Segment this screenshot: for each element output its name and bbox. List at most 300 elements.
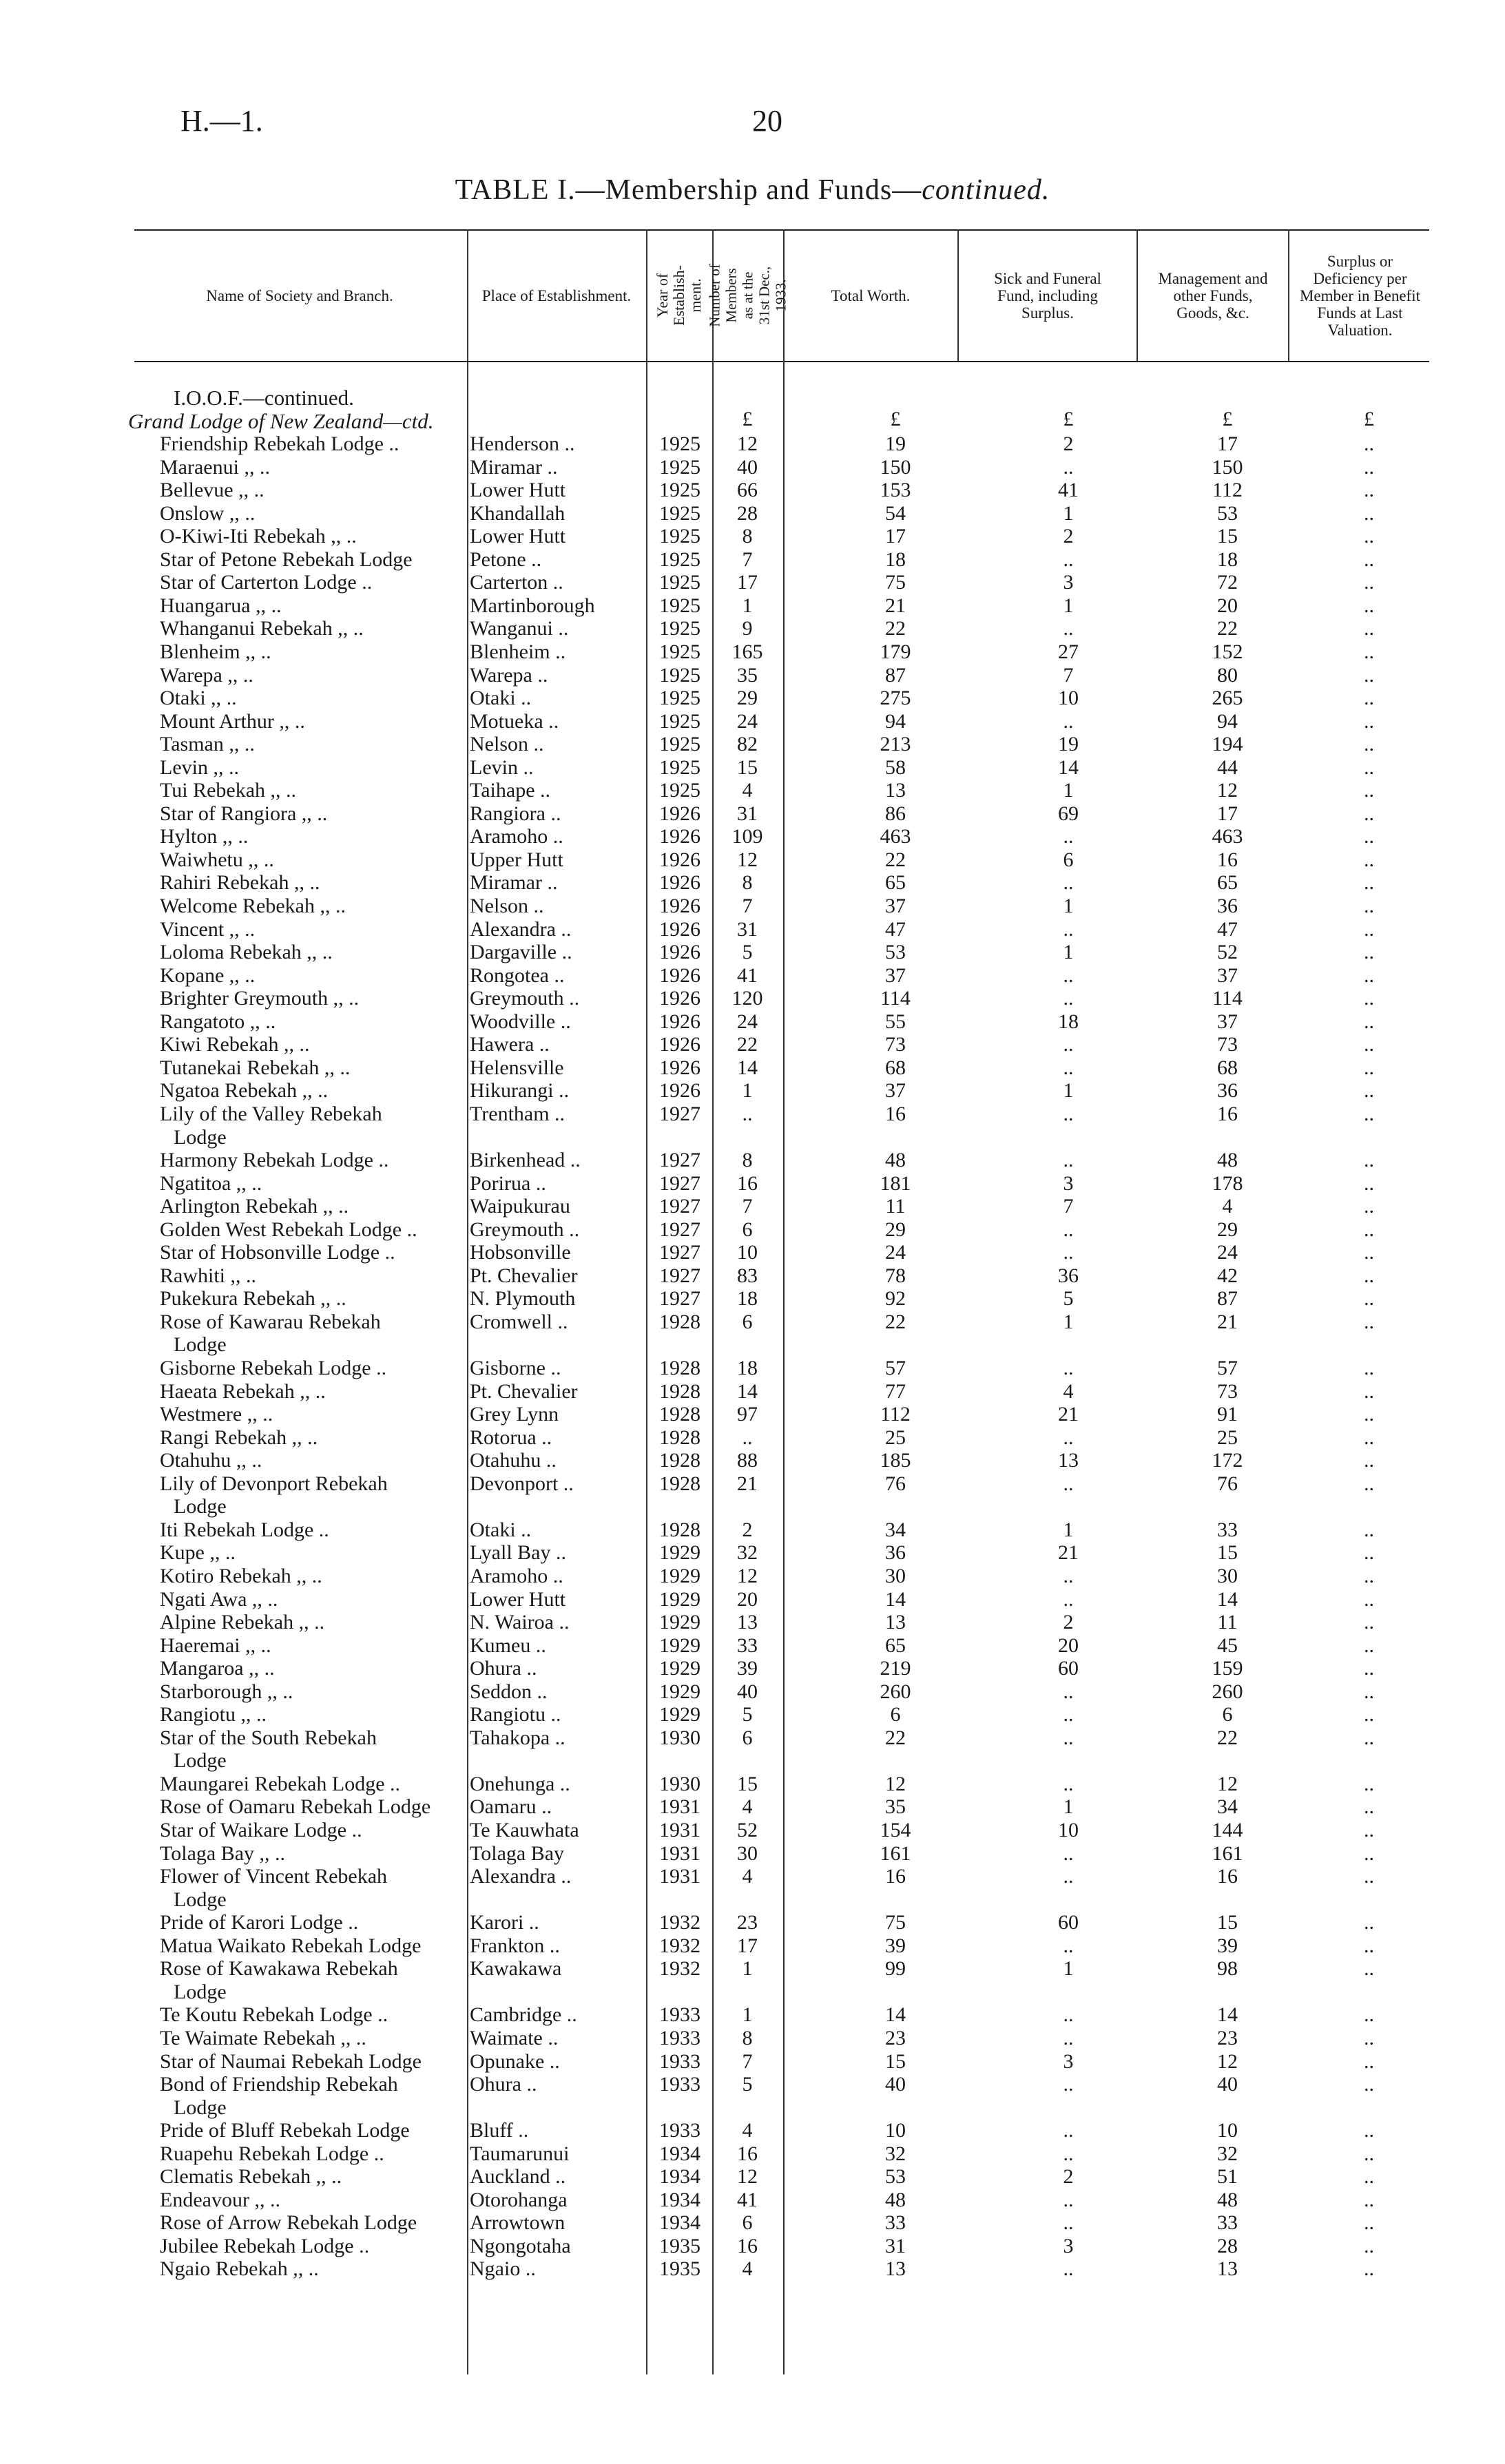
year-established: 1925: [659, 663, 700, 687]
table-row: [0, 918, 1505, 941]
total-worth: 153: [880, 479, 911, 502]
total-worth: 22: [885, 617, 906, 640]
surplus-deficiency: ..: [1364, 1841, 1374, 1865]
header-rule-bottom: [134, 361, 1429, 362]
sick-funeral-fund: 13: [1058, 1449, 1079, 1472]
surplus-deficiency: ..: [1364, 1865, 1374, 1888]
branch-name: Lodge: [174, 1125, 227, 1149]
sick-funeral-fund: 1: [1063, 895, 1074, 917]
member-count: 35: [737, 663, 758, 687]
sick-funeral-fund: 20: [1058, 1633, 1079, 1657]
total-worth: 21: [885, 594, 906, 617]
sick-funeral-fund: 2: [1063, 2165, 1074, 2189]
management-funds: 37: [1217, 963, 1238, 987]
sick-funeral-fund: ..: [1063, 1841, 1074, 1865]
surplus-deficiency: ..: [1364, 1472, 1374, 1495]
sick-funeral-fund: ..: [1063, 2188, 1074, 2211]
surplus-deficiency: ..: [1364, 1934, 1374, 1957]
table-row: [0, 895, 1505, 918]
place-of-establishment: Levin ..: [470, 755, 534, 779]
table-row: [0, 1888, 1505, 1912]
table-row: [0, 2165, 1505, 2189]
surplus-deficiency: ..: [1364, 1310, 1374, 1333]
header-year-text: Year of Establish-ment.: [654, 265, 704, 326]
sick-funeral-fund: 1: [1063, 1957, 1074, 1981]
year-established: 1929: [659, 1657, 700, 1680]
member-count: 1: [742, 594, 753, 617]
branch-name: Rose of Kawarau Rebekah: [160, 1310, 381, 1333]
place-of-establishment: Frankton ..: [470, 1934, 560, 1957]
branch-name: Te Koutu Rebekah Lodge ..: [160, 2003, 388, 2027]
management-funds: 17: [1217, 432, 1238, 455]
sick-funeral-fund: ..: [1063, 1934, 1074, 1957]
year-established: 1926: [659, 1079, 700, 1103]
surplus-deficiency: ..: [1364, 1264, 1374, 1287]
surplus-deficiency: ..: [1364, 1102, 1374, 1125]
year-established: 1926: [659, 963, 700, 987]
year-established: 1933: [659, 2003, 700, 2027]
surplus-deficiency: ..: [1364, 1079, 1374, 1103]
total-worth: 73: [885, 1033, 906, 1056]
place-of-establishment: Waipukurau: [470, 1195, 570, 1218]
member-count: 18: [737, 1287, 758, 1311]
surplus-deficiency: ..: [1364, 848, 1374, 871]
branch-name: Vincent ,, ..: [160, 917, 256, 941]
table-row: [0, 1911, 1505, 1934]
management-funds: 29: [1217, 1218, 1238, 1241]
table-row: [0, 571, 1505, 594]
member-count: 41: [737, 963, 758, 987]
place-of-establishment: Wanganui ..: [470, 617, 569, 640]
table-row: [0, 1472, 1505, 1496]
member-count: 5: [742, 941, 753, 964]
year-established: 1926: [659, 802, 700, 825]
branch-name: Lodge: [174, 1980, 227, 2003]
branch-name: Warepa ,, ..: [160, 663, 253, 687]
sick-funeral-fund: 36: [1058, 1264, 1079, 1287]
management-funds: 34: [1217, 1795, 1238, 1819]
management-funds: 144: [1212, 1819, 1243, 1841]
surplus-deficiency: ..: [1364, 1611, 1374, 1634]
table-row: [0, 2235, 1505, 2258]
total-worth: 39: [885, 1934, 906, 1957]
sick-funeral-fund: ..: [1063, 2142, 1074, 2165]
column-rule: [1288, 229, 1289, 361]
place-of-establishment: Otaki ..: [470, 1518, 532, 1541]
total-worth: 16: [885, 1102, 906, 1125]
member-count: 15: [737, 755, 758, 779]
branch-name: Maraenui ,, ..: [160, 455, 270, 479]
total-worth: 24: [885, 1241, 906, 1264]
place-of-establishment: Greymouth ..: [470, 1218, 580, 1241]
management-funds: 73: [1217, 1379, 1238, 1403]
surplus-deficiency: ..: [1364, 1703, 1374, 1726]
management-funds: 22: [1217, 617, 1238, 640]
table-row: [0, 2211, 1505, 2235]
total-worth: 54: [885, 501, 906, 525]
currency-surplus: £: [1364, 408, 1374, 430]
header-place: Place of Establishment.: [481, 286, 632, 304]
currency-sick: £: [1063, 408, 1074, 430]
surplus-deficiency: ..: [1364, 1518, 1374, 1541]
branch-name: Starborough ,, ..: [160, 1680, 293, 1703]
surplus-deficiency: ..: [1364, 2188, 1374, 2211]
table-row: [0, 1195, 1505, 1218]
member-count: 39: [737, 1657, 758, 1680]
table-row: [0, 1449, 1505, 1472]
member-count: 31: [737, 802, 758, 825]
total-worth: 35: [885, 1795, 906, 1819]
branch-name: Rawhiti ,, ..: [160, 1264, 256, 1287]
sick-funeral-fund: ..: [1063, 455, 1074, 479]
surplus-deficiency: ..: [1364, 2142, 1374, 2165]
surplus-deficiency: ..: [1364, 1241, 1374, 1264]
sick-funeral-fund: ..: [1063, 1680, 1074, 1703]
member-count: 4: [742, 779, 753, 802]
management-funds: 260: [1212, 1680, 1243, 1703]
management-funds: 265: [1212, 687, 1243, 710]
year-established: 1926: [659, 825, 700, 848]
branch-name: Kiwi Rebekah ,, ..: [160, 1033, 310, 1056]
surplus-deficiency: ..: [1364, 1795, 1374, 1819]
surplus-deficiency: ..: [1364, 1726, 1374, 1749]
year-established: 1926: [659, 1056, 700, 1079]
surplus-deficiency: ..: [1364, 1403, 1374, 1426]
sick-funeral-fund: 1: [1063, 1795, 1074, 1819]
year-established: 1926: [659, 987, 700, 1010]
branch-name: Lily of the Valley Rebekah: [160, 1102, 382, 1125]
place-of-establishment: Birkenhead ..: [470, 1149, 581, 1172]
surplus-deficiency: ..: [1364, 1218, 1374, 1241]
place-of-establishment: Grey Lynn: [470, 1403, 559, 1426]
member-count: 120: [731, 987, 763, 1010]
total-worth: 161: [880, 1841, 911, 1865]
sick-funeral-fund: ..: [1063, 2257, 1074, 2281]
branch-name: Otaki ,, ..: [160, 687, 237, 710]
year-established: 1934: [659, 2142, 700, 2165]
year-established: 1925: [659, 525, 700, 548]
table-row: [0, 1565, 1505, 1588]
branch-name: Ruapehu Rebekah Lodge ..: [160, 2142, 384, 2165]
branch-name: Mount Arthur ,, ..: [160, 709, 305, 733]
total-worth: 92: [885, 1287, 906, 1311]
table-row: [0, 1773, 1505, 1796]
year-established: 1927: [659, 1195, 700, 1218]
management-funds: 73: [1217, 1033, 1238, 1056]
sick-funeral-fund: 10: [1058, 1819, 1079, 1841]
place-of-establishment: Nelson ..: [470, 733, 544, 756]
table-row: [0, 1495, 1505, 1518]
branch-name: Lodge: [174, 1888, 227, 1911]
place-of-establishment: Ngaio ..: [470, 2257, 536, 2281]
member-count: 5: [742, 2073, 753, 2096]
member-count: 16: [737, 1171, 758, 1195]
management-funds: 24: [1217, 1241, 1238, 1264]
member-count: 10: [737, 1241, 758, 1264]
branch-name: Brighter Greymouth ,, ..: [160, 987, 360, 1010]
table-row: [0, 1172, 1505, 1196]
year-established: 1926: [659, 895, 700, 917]
surplus-deficiency: ..: [1364, 501, 1374, 525]
member-count: 16: [737, 2142, 758, 2165]
branch-name: Star of the South Rebekah: [160, 1726, 377, 1749]
table-row: [0, 1957, 1505, 1981]
year-established: 1925: [659, 709, 700, 733]
member-count: 32: [737, 1541, 758, 1565]
management-funds: 114: [1212, 987, 1243, 1010]
sick-funeral-fund: ..: [1063, 1056, 1074, 1079]
place-of-establishment: Motueka ..: [470, 709, 559, 733]
table-row: [0, 1588, 1505, 1611]
table-row: [0, 1149, 1505, 1172]
sick-funeral-fund: ..: [1063, 1426, 1074, 1449]
member-count: 33: [737, 1633, 758, 1657]
management-funds: 152: [1212, 640, 1243, 663]
place-of-establishment: Nelson ..: [470, 895, 544, 917]
total-worth: 77: [885, 1379, 906, 1403]
surplus-deficiency: ..: [1364, 2257, 1374, 2281]
branch-name: Clematis Rebekah ,, ..: [160, 2165, 342, 2189]
table-row: [0, 2189, 1505, 2212]
table-row: [0, 1865, 1505, 1888]
total-worth: 55: [885, 1010, 906, 1033]
branch-name: Lodge: [174, 1333, 227, 1357]
place-of-establishment: Aramoho ..: [470, 1564, 563, 1587]
place-of-establishment: Taumarunui: [470, 2142, 570, 2165]
sick-funeral-fund: ..: [1063, 1726, 1074, 1749]
total-worth: 37: [885, 895, 906, 917]
sick-funeral-fund: 1: [1063, 1079, 1074, 1103]
year-established: 1925: [659, 755, 700, 779]
year-established: 1930: [659, 1726, 700, 1749]
total-worth: 13: [885, 2257, 906, 2281]
total-worth: 181: [880, 1171, 911, 1195]
branch-name: Star of Petone Rebekah Lodge: [160, 547, 413, 571]
surplus-deficiency: ..: [1364, 1819, 1374, 1841]
branch-name: Otahuhu ,, ..: [160, 1449, 262, 1472]
surplus-deficiency: ..: [1364, 2049, 1374, 2073]
sick-funeral-fund: 1: [1063, 941, 1074, 964]
member-count: 40: [737, 1680, 758, 1703]
year-established: 1927: [659, 1287, 700, 1311]
member-count: 83: [737, 1264, 758, 1287]
management-funds: 16: [1217, 1102, 1238, 1125]
table-row: [0, 733, 1505, 756]
year-established: 1925: [659, 640, 700, 663]
year-established: 1928: [659, 1518, 700, 1541]
branch-name: Star of Rangiora ,, ..: [160, 802, 328, 825]
year-established: 1934: [659, 2211, 700, 2235]
year-established: 1926: [659, 1010, 700, 1033]
sick-funeral-fund: 21: [1058, 1541, 1079, 1565]
table-row: [0, 1749, 1505, 1773]
table-row: [0, 1934, 1505, 1958]
total-worth: 18: [885, 547, 906, 571]
management-funds: 57: [1217, 1357, 1238, 1379]
total-worth: 14: [885, 1587, 906, 1611]
branch-name: Bond of Friendship Rebekah: [160, 2073, 398, 2096]
place-of-establishment: Carterton ..: [470, 571, 563, 594]
year-established: 1927: [659, 1264, 700, 1287]
branch-name: Star of Hobsonville Lodge ..: [160, 1241, 395, 1264]
surplus-deficiency: ..: [1364, 1426, 1374, 1449]
branch-name: Blenheim ,, ..: [160, 640, 271, 663]
place-of-establishment: Upper Hutt: [470, 848, 563, 871]
table-row: [0, 1103, 1505, 1126]
surplus-deficiency: ..: [1364, 1195, 1374, 1218]
surplus-deficiency: ..: [1364, 941, 1374, 964]
place-of-establishment: Rotorua ..: [470, 1426, 552, 1449]
year-established: 1926: [659, 917, 700, 941]
sick-funeral-fund: ..: [1063, 871, 1074, 895]
management-funds: 52: [1217, 941, 1238, 964]
management-funds: 172: [1212, 1449, 1243, 1472]
total-worth: 6: [890, 1703, 901, 1726]
management-funds: 15: [1217, 525, 1238, 548]
table-row: [0, 1518, 1505, 1542]
management-funds: 40: [1217, 2073, 1238, 2096]
branch-name: Levin ,, ..: [160, 755, 239, 779]
management-funds: 22: [1217, 1726, 1238, 1749]
year-established: 1933: [659, 2026, 700, 2049]
sick-funeral-fund: ..: [1063, 1587, 1074, 1611]
table-row: [0, 2003, 1505, 2027]
member-count: 8: [742, 525, 753, 548]
table-row: [0, 1426, 1505, 1450]
management-funds: 76: [1217, 1472, 1238, 1495]
total-worth: 37: [885, 1079, 906, 1103]
member-count: 18: [737, 1357, 758, 1379]
year-established: 1925: [659, 733, 700, 756]
table-row: [0, 1126, 1505, 1149]
table-row: [0, 2050, 1505, 2074]
table-row: [0, 1079, 1505, 1103]
management-funds: 12: [1217, 779, 1238, 802]
table-row: [0, 1611, 1505, 1634]
branch-name: Hylton ,, ..: [160, 825, 249, 848]
sick-funeral-fund: ..: [1063, 709, 1074, 733]
place-of-establishment: Auckland ..: [470, 2165, 566, 2189]
member-count: 52: [737, 1819, 758, 1841]
place-of-establishment: Gisborne ..: [470, 1357, 561, 1379]
year-established: 1925: [659, 479, 700, 502]
surplus-deficiency: ..: [1364, 917, 1374, 941]
table-row: [0, 1634, 1505, 1658]
place-of-establishment: Cromwell ..: [470, 1310, 568, 1333]
year-established: 1925: [659, 594, 700, 617]
total-worth: 68: [885, 1056, 906, 1079]
place-of-establishment: Blenheim ..: [470, 640, 566, 663]
sick-funeral-fund: ..: [1063, 547, 1074, 571]
management-funds: 42: [1217, 1264, 1238, 1287]
year-established: 1925: [659, 547, 700, 571]
total-worth: 86: [885, 802, 906, 825]
surplus-deficiency: ..: [1364, 571, 1374, 594]
member-count: ..: [742, 1102, 753, 1125]
branch-name: Rangiotu ,, ..: [160, 1703, 267, 1726]
surplus-deficiency: ..: [1364, 1379, 1374, 1403]
member-count: 20: [737, 1587, 758, 1611]
member-count: 6: [742, 1726, 753, 1749]
table-row: [0, 941, 1505, 964]
place-of-establishment: Miramar ..: [470, 871, 558, 895]
total-worth: 19: [885, 432, 906, 455]
place-of-establishment: Rongotea ..: [470, 963, 565, 987]
currency-members: £: [742, 408, 753, 430]
surplus-deficiency: ..: [1364, 2003, 1374, 2027]
header-year: [647, 231, 711, 359]
year-established: 1926: [659, 941, 700, 964]
member-count: 66: [737, 479, 758, 502]
table-row: [0, 1311, 1505, 1334]
table-row: [0, 594, 1505, 618]
management-funds: 48: [1217, 2188, 1238, 2211]
table-row: [0, 802, 1505, 826]
place-of-establishment: Porirua ..: [470, 1171, 546, 1195]
year-established: 1927: [659, 1241, 700, 1264]
header-members-text: Number of Members as at the 31st Dec., 1933.: [706, 264, 789, 327]
surplus-deficiency: ..: [1364, 2234, 1374, 2257]
member-count: 1: [742, 2003, 753, 2027]
table-row: [0, 1380, 1505, 1403]
management-funds: 98: [1217, 1957, 1238, 1981]
sick-funeral-fund: ..: [1063, 1865, 1074, 1888]
surplus-deficiency: ..: [1364, 663, 1374, 687]
total-worth: 213: [880, 733, 911, 756]
lodge-heading: Grand Lodge of New Zealand—ctd.: [128, 409, 434, 433]
branch-name: Rangatoto ,, ..: [160, 1010, 276, 1033]
total-worth: 275: [880, 687, 911, 710]
total-worth: 22: [885, 1310, 906, 1333]
member-count: 24: [737, 1010, 758, 1033]
branch-name: Tolaga Bay ,, ..: [160, 1841, 286, 1865]
member-count: 97: [737, 1403, 758, 1426]
total-worth: 65: [885, 871, 906, 895]
management-funds: 178: [1212, 1171, 1243, 1195]
member-count: 7: [742, 547, 753, 571]
total-worth: 32: [885, 2142, 906, 2165]
sick-funeral-fund: 1: [1063, 501, 1074, 525]
sick-funeral-fund: 10: [1058, 687, 1079, 710]
place-of-establishment: Trentham ..: [470, 1102, 565, 1125]
year-established: 1931: [659, 1795, 700, 1819]
year-established: 1928: [659, 1449, 700, 1472]
table-row: [0, 987, 1505, 1010]
year-established: 1928: [659, 1357, 700, 1379]
total-worth: 260: [880, 1680, 911, 1703]
table-row: [0, 710, 1505, 733]
table-row: [0, 2027, 1505, 2050]
management-funds: 150: [1212, 455, 1243, 479]
surplus-deficiency: ..: [1364, 733, 1374, 756]
management-funds: 39: [1217, 1934, 1238, 1957]
total-worth: 37: [885, 963, 906, 987]
branch-name: Huangarua ,, ..: [160, 594, 282, 617]
management-funds: 37: [1217, 1010, 1238, 1033]
sick-funeral-fund: ..: [1063, 2119, 1074, 2142]
sick-funeral-fund: ..: [1063, 1703, 1074, 1726]
year-established: 1928: [659, 1472, 700, 1495]
year-established: 1927: [659, 1102, 700, 1125]
member-count: 6: [742, 1218, 753, 1241]
branch-name: Whanganui Rebekah ,, ..: [160, 617, 364, 640]
total-worth: 13: [885, 1611, 906, 1634]
table-row: [0, 1981, 1505, 2004]
sick-funeral-fund: 3: [1063, 2234, 1074, 2257]
place-of-establishment: Taihape ..: [470, 779, 551, 802]
branch-name: Loloma Rebekah ,, ..: [160, 941, 333, 964]
surplus-deficiency: ..: [1364, 617, 1374, 640]
